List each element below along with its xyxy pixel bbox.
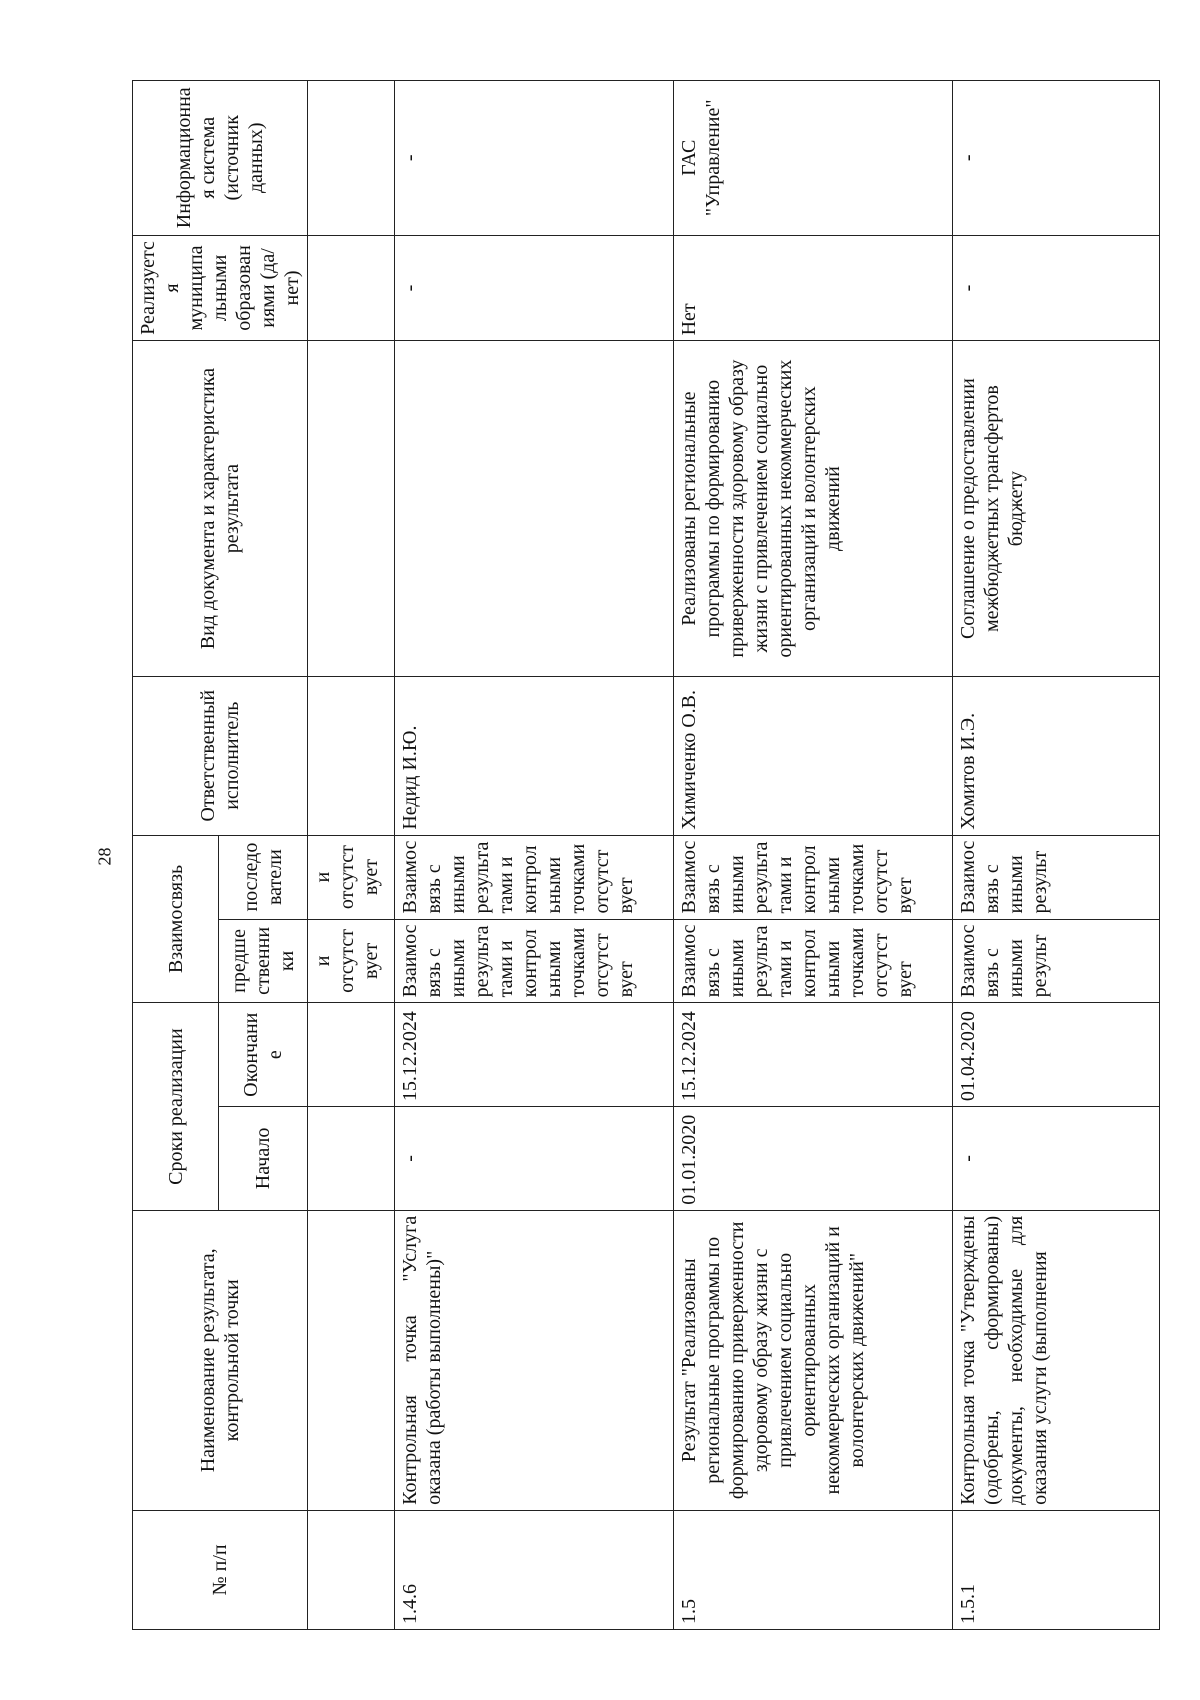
cell-responsible <box>308 676 395 835</box>
cell-name: Результат "Реализованы региональные программы по формированию приверженности здоровому образу жизни с привлечением социально ориентированных некоммерческих организаций и волонтерских движений" <box>674 1210 953 1510</box>
cell-successors: и отсутствует <box>308 835 395 919</box>
header-terms: Сроки реализации <box>133 1003 219 1210</box>
cell-doc <box>395 341 674 676</box>
header-end: Окончание <box>219 1003 308 1107</box>
cell-doc <box>308 341 395 676</box>
cell-predecessors: и отсутствует <box>308 919 395 1003</box>
cell-responsible: Химиченко О.В. <box>674 676 953 835</box>
cell-municipal: Нет <box>674 235 953 341</box>
cell-successors: Взаимосвязь с иными результ <box>953 835 1160 919</box>
header-responsible: Ответственный исполнитель <box>133 676 308 835</box>
table-row <box>674 81 953 1630</box>
cell-successors: Взаимосвязь с иными результатами и контрольными точками отсутствует <box>674 835 953 919</box>
cell-responsible: Хомитов И.Э. <box>953 676 1160 835</box>
cell-system: ГАС "Управление" <box>674 81 953 236</box>
cell-predecessors: Взаимосвязь с иными результатами и контрольными точками отсутствует <box>674 919 953 1003</box>
rotated-page <box>132 80 1152 1630</box>
cell-responsible: Недид И.Ю. <box>395 676 674 835</box>
cell-system: - <box>395 81 674 236</box>
header-start: Начало <box>219 1107 308 1211</box>
cell-num <box>308 1510 395 1629</box>
table-row <box>395 81 674 1630</box>
header-municipal: Реализуется муниципальными образованиями (да/нет) <box>133 235 308 341</box>
cell-num: 1.5.1 <box>953 1510 1160 1629</box>
cell-municipal: - <box>395 235 674 341</box>
cell-doc: Соглашение о предоставлении межбюджетных трансфертов бюджету <box>953 341 1160 676</box>
cell-name: Контрольная точка "Утверждены (одобрены, сформированы) документы, необходимые для оказания услуги (выполнения <box>953 1210 1160 1510</box>
cell-num: 1.4.6 <box>395 1510 674 1629</box>
header-name: Наименование результата, контрольной точки <box>133 1210 308 1510</box>
cell-end: 15.12.2024 <box>674 1003 953 1107</box>
cell-num: 1.5 <box>674 1510 953 1629</box>
cell-start <box>308 1107 395 1211</box>
cell-municipal: - <box>953 235 1160 341</box>
table-row <box>308 81 395 1630</box>
header-links: Взаимосвязь <box>133 835 219 1003</box>
cell-start: - <box>953 1107 1160 1211</box>
cell-end: 15.12.2024 <box>395 1003 674 1107</box>
header-doc: Вид документа и характеристика результата <box>133 341 308 676</box>
cell-name: Контрольная точка "Услуга оказана (работы выполнены)" <box>395 1210 674 1510</box>
header-successors: последователи <box>219 835 308 919</box>
header-num: № п/п <box>133 1510 308 1629</box>
cell-system: - <box>953 81 1160 236</box>
results-table <box>132 80 1160 1630</box>
cell-predecessors: Взаимосвязь с иными результ <box>953 919 1160 1003</box>
cell-name <box>308 1210 395 1510</box>
cell-municipal <box>308 235 395 341</box>
page-number: 28 <box>94 847 115 866</box>
cell-start: 01.01.2020 <box>674 1107 953 1211</box>
header-predecessors: предшественники <box>219 919 308 1003</box>
cell-end <box>308 1003 395 1107</box>
table-row <box>953 81 1160 1630</box>
cell-predecessors: Взаимосвязь с иными результатами и контрольными точками отсутствует <box>395 919 674 1003</box>
header-row-1 <box>133 81 219 1630</box>
cell-successors: Взаимосвязь с иными результатами и контрольными точками отсутствует <box>395 835 674 919</box>
cell-start: - <box>395 1107 674 1211</box>
cell-system <box>308 81 395 236</box>
header-system: Информационная система (источник данных) <box>133 81 308 236</box>
cell-doc: Реализованы региональные программы по формированию приверженности здоровому образу жизни с привлечением социально ориентированных некоммерческих организаций и волонтерских движений <box>674 341 953 676</box>
cell-end: 01.04.2020 <box>953 1003 1160 1107</box>
